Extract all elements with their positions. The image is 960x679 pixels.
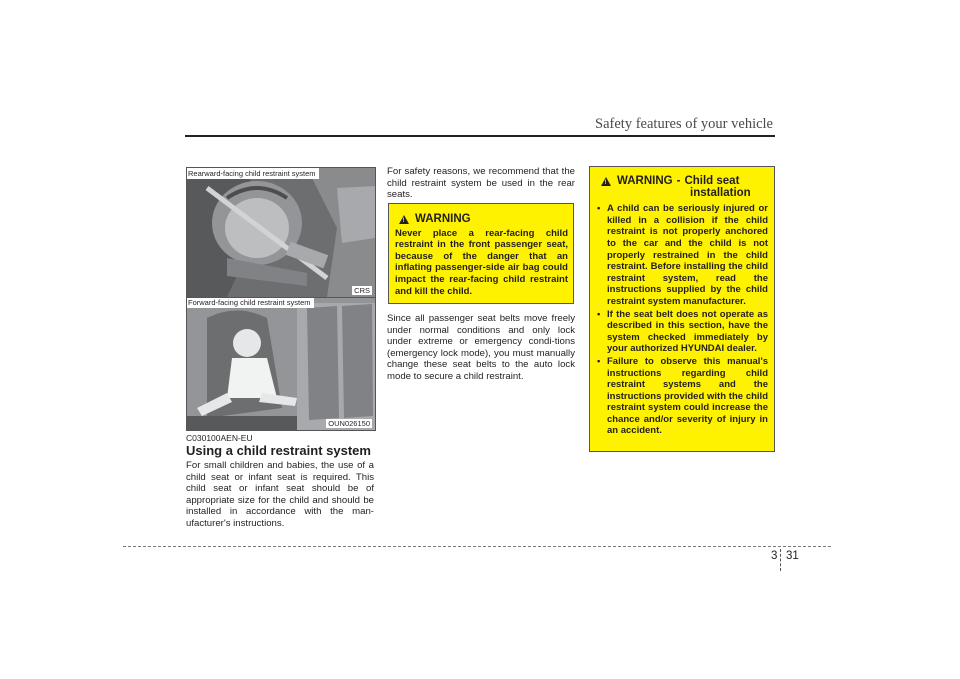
- middle-intro: For safety reasons, we recommend that the child restraint system be used in the rear seats.: [387, 166, 575, 201]
- warning-triangle-icon: [399, 215, 409, 224]
- warning-triangle-icon: [601, 177, 611, 186]
- list-item: • A child can be seriously injured or killed in a collision if the child restraint is not properly anchored to the car and the child is not properly restrained in the child restraint. Before installing the child restraint system, read the instructions supplied by the child restraint system manufacturer.: [595, 203, 768, 307]
- warning-title: WARNING: [415, 213, 471, 225]
- forward-facing-figure: [186, 297, 376, 431]
- page-header-title: Safety features of your vehicle: [595, 116, 773, 132]
- warning-text: Never place a rear-facing child restraint in the front passenger seat, because of the danger that an inflating passenger-side air bag could impact the rear-facing child restraint and kill the child.: [395, 227, 568, 297]
- footer-dashed-rule: [123, 546, 831, 547]
- list-item: • Failure to observe this manual's instructions regarding child restraint systems and the instructions provided with the child restraint system could increase the chance and/or severity of injury in an accident.: [595, 356, 768, 437]
- page-number: 31: [786, 550, 799, 562]
- rear-facing-figure: [186, 167, 376, 298]
- forward-facing-code: OUN026150: [328, 419, 370, 428]
- right-warning-title: WARNING: [617, 175, 673, 187]
- warning-header: [399, 214, 568, 226]
- section-code: C030100AEN-EU: [186, 433, 253, 443]
- right-warning-subtitle-2: installation: [690, 186, 751, 199]
- header-rule: [185, 135, 775, 137]
- section-body: For small children and babies, the use of a child seat or infant seat is required. This child seat or infant seat should be of appropriate size for the child and should be installed in accordance with the man-ufacturer's instructions.: [186, 460, 374, 529]
- right-warning-header: [601, 176, 768, 188]
- rear-facing-warning-box: [388, 203, 574, 304]
- page-number-separator: [780, 549, 781, 571]
- section-heading: Using a child restraint system: [186, 443, 371, 458]
- right-warning-subtitle-1: Child seat: [684, 175, 740, 187]
- forward-facing-caption: Forward-facing child restraint system: [187, 297, 314, 308]
- rear-facing-illustration: [187, 168, 375, 297]
- child-seat-warning-box: [589, 166, 775, 452]
- rear-facing-caption: Rearward-facing child restraint system: [187, 168, 319, 179]
- rear-facing-code: CRS: [354, 286, 370, 295]
- forward-facing-illustration: [187, 298, 375, 430]
- chapter-number: 3: [771, 550, 778, 562]
- right-warning-dash: -: [676, 175, 681, 187]
- right-warning-list: [595, 203, 768, 437]
- middle-after-text: Since all passenger seat belts move freely under normal conditions and only lock under extreme or emergency condi-tions (emergency lock mode), you must manually change these seat belts to the auto lock mode to secure a child restraint.: [387, 313, 575, 382]
- list-item: • If the seat belt does not operate as described in this section, have the system checked immediately by your authorized HYUNDAI dealer.: [595, 309, 768, 355]
